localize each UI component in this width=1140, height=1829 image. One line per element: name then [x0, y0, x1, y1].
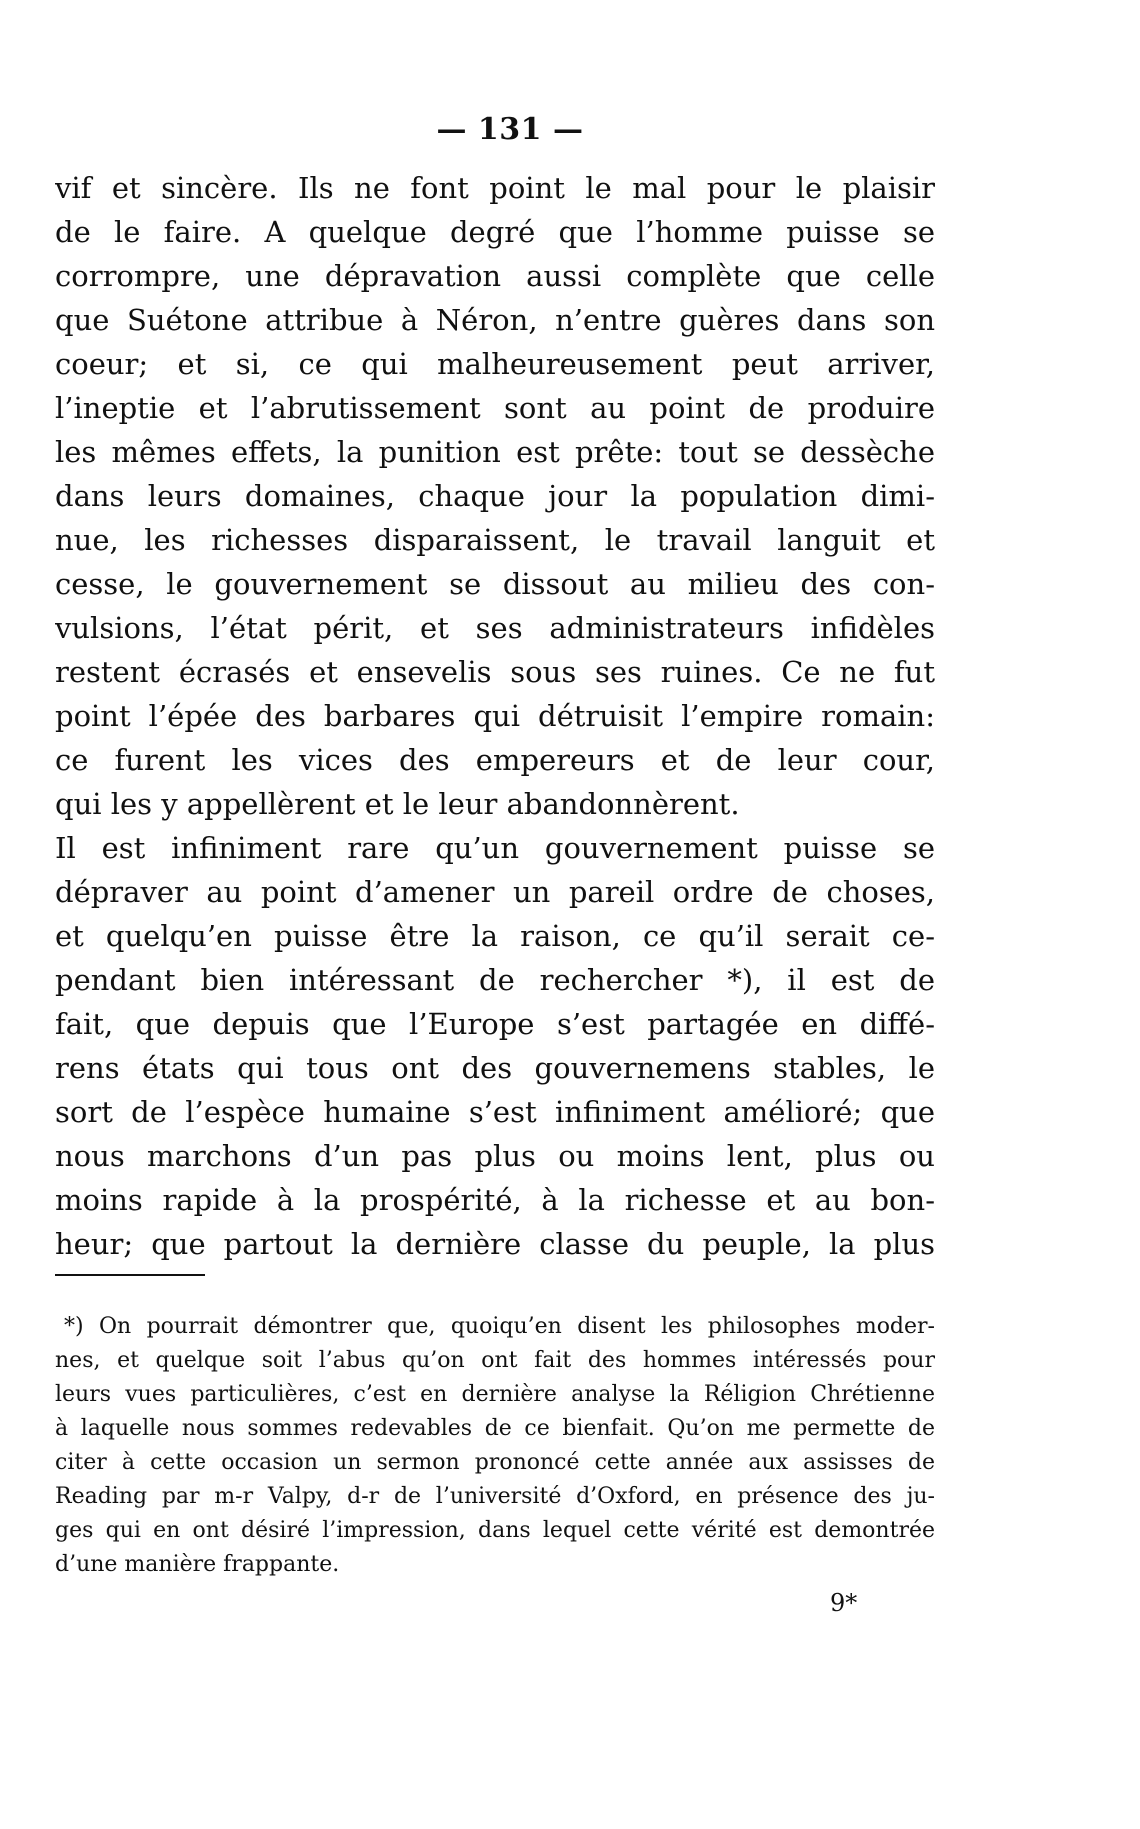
body-line: ce furent les vices des empereurs et de leur cour, [55, 743, 935, 777]
body-line: moins rapide à la prospérité, à la richesse et au bon- [55, 1183, 935, 1217]
body-line: restent écrasés et ensevelis sous ses ruines. Ce ne fut [55, 655, 935, 689]
footnote-line: d’une manière frappante. [55, 1552, 340, 1577]
footnote-line: leurs vues particulières, c’est en dernière analyse la Réligion Chrétienne [55, 1382, 935, 1407]
body-line: les mêmes effets, la punition est prête: tout se dessèche [55, 435, 935, 469]
body-line: de le faire. A quelque degré que l’homme puisse se [55, 215, 935, 249]
body-line: cesse, le gouvernement se dissout au milieu des con- [55, 567, 935, 601]
body-line: fait, que depuis que l’Europe s’est partagée en diffé- [55, 1007, 935, 1041]
signature-mark: 9* [830, 1589, 858, 1617]
body-line: pendant bien intéressant de rechercher *), il est de [55, 963, 935, 997]
body-line: vulsions, l’état périt, et ses administrateurs infidèles [55, 611, 935, 645]
body-line: qui les y appellèrent et le leur abandonnèrent. [55, 787, 740, 821]
body-line: point l’épée des barbares qui détruisit l’empire romain: [55, 699, 935, 733]
body-line: Il est infiniment rare qu’un gouvernement puisse se [55, 831, 935, 865]
body-line: sort de l’espèce humaine s’est infiniment amélioré; que [55, 1095, 935, 1129]
body-line: coeur; et si, ce qui malheureusement peut arriver, [55, 347, 935, 381]
body-line: et quelqu’en puisse être la raison, ce qu’il serait ce- [55, 919, 935, 953]
footnote-line: à laquelle nous sommes redevables de ce bienfait. Qu’on me permette de [55, 1416, 935, 1441]
footnote-line: ges qui en ont désiré l’impression, dans lequel cette vérité est demontrée [55, 1518, 935, 1543]
footnote-line: *) On pourrait démontrer que, quoiqu’en disent les philosophes moder- [64, 1314, 935, 1339]
body-line: que Suétone attribue à Néron, n’entre guères dans son [55, 303, 935, 337]
body-line: corrompre, une dépravation aussi complète que celle [55, 259, 935, 293]
body-line: dépraver au point d’amener un pareil ordre de choses, [55, 875, 935, 909]
footnote-line: nes, et quelque soit l’abus qu’on ont fait des hommes intéressés pour [55, 1348, 935, 1373]
footnote-separator [55, 1274, 205, 1276]
page-number: — 131 — [436, 112, 584, 147]
body-line: l’ineptie et l’abrutissement sont au point de produire [55, 391, 935, 425]
body-line: vif et sincère. Ils ne font point le mal pour le plaisir [55, 171, 935, 205]
body-line: heur; que partout la dernière classe du peuple, la plus [55, 1227, 935, 1261]
footnote-line: citer à cette occasion un sermon prononcé cette année aux assisses de [55, 1450, 935, 1475]
body-line: nue, les richesses disparaissent, le travail languit et [55, 523, 935, 557]
body-line: dans leurs domaines, chaque jour la population dimi- [55, 479, 935, 513]
body-line: nous marchons d’un pas plus ou moins lent, plus ou [55, 1139, 935, 1173]
footnote-line: Reading par m-r Valpy, d-r de l’université d’Oxford, en présence des ju- [55, 1484, 935, 1509]
body-line: rens états qui tous ont des gouvernemens stables, le [55, 1051, 935, 1085]
